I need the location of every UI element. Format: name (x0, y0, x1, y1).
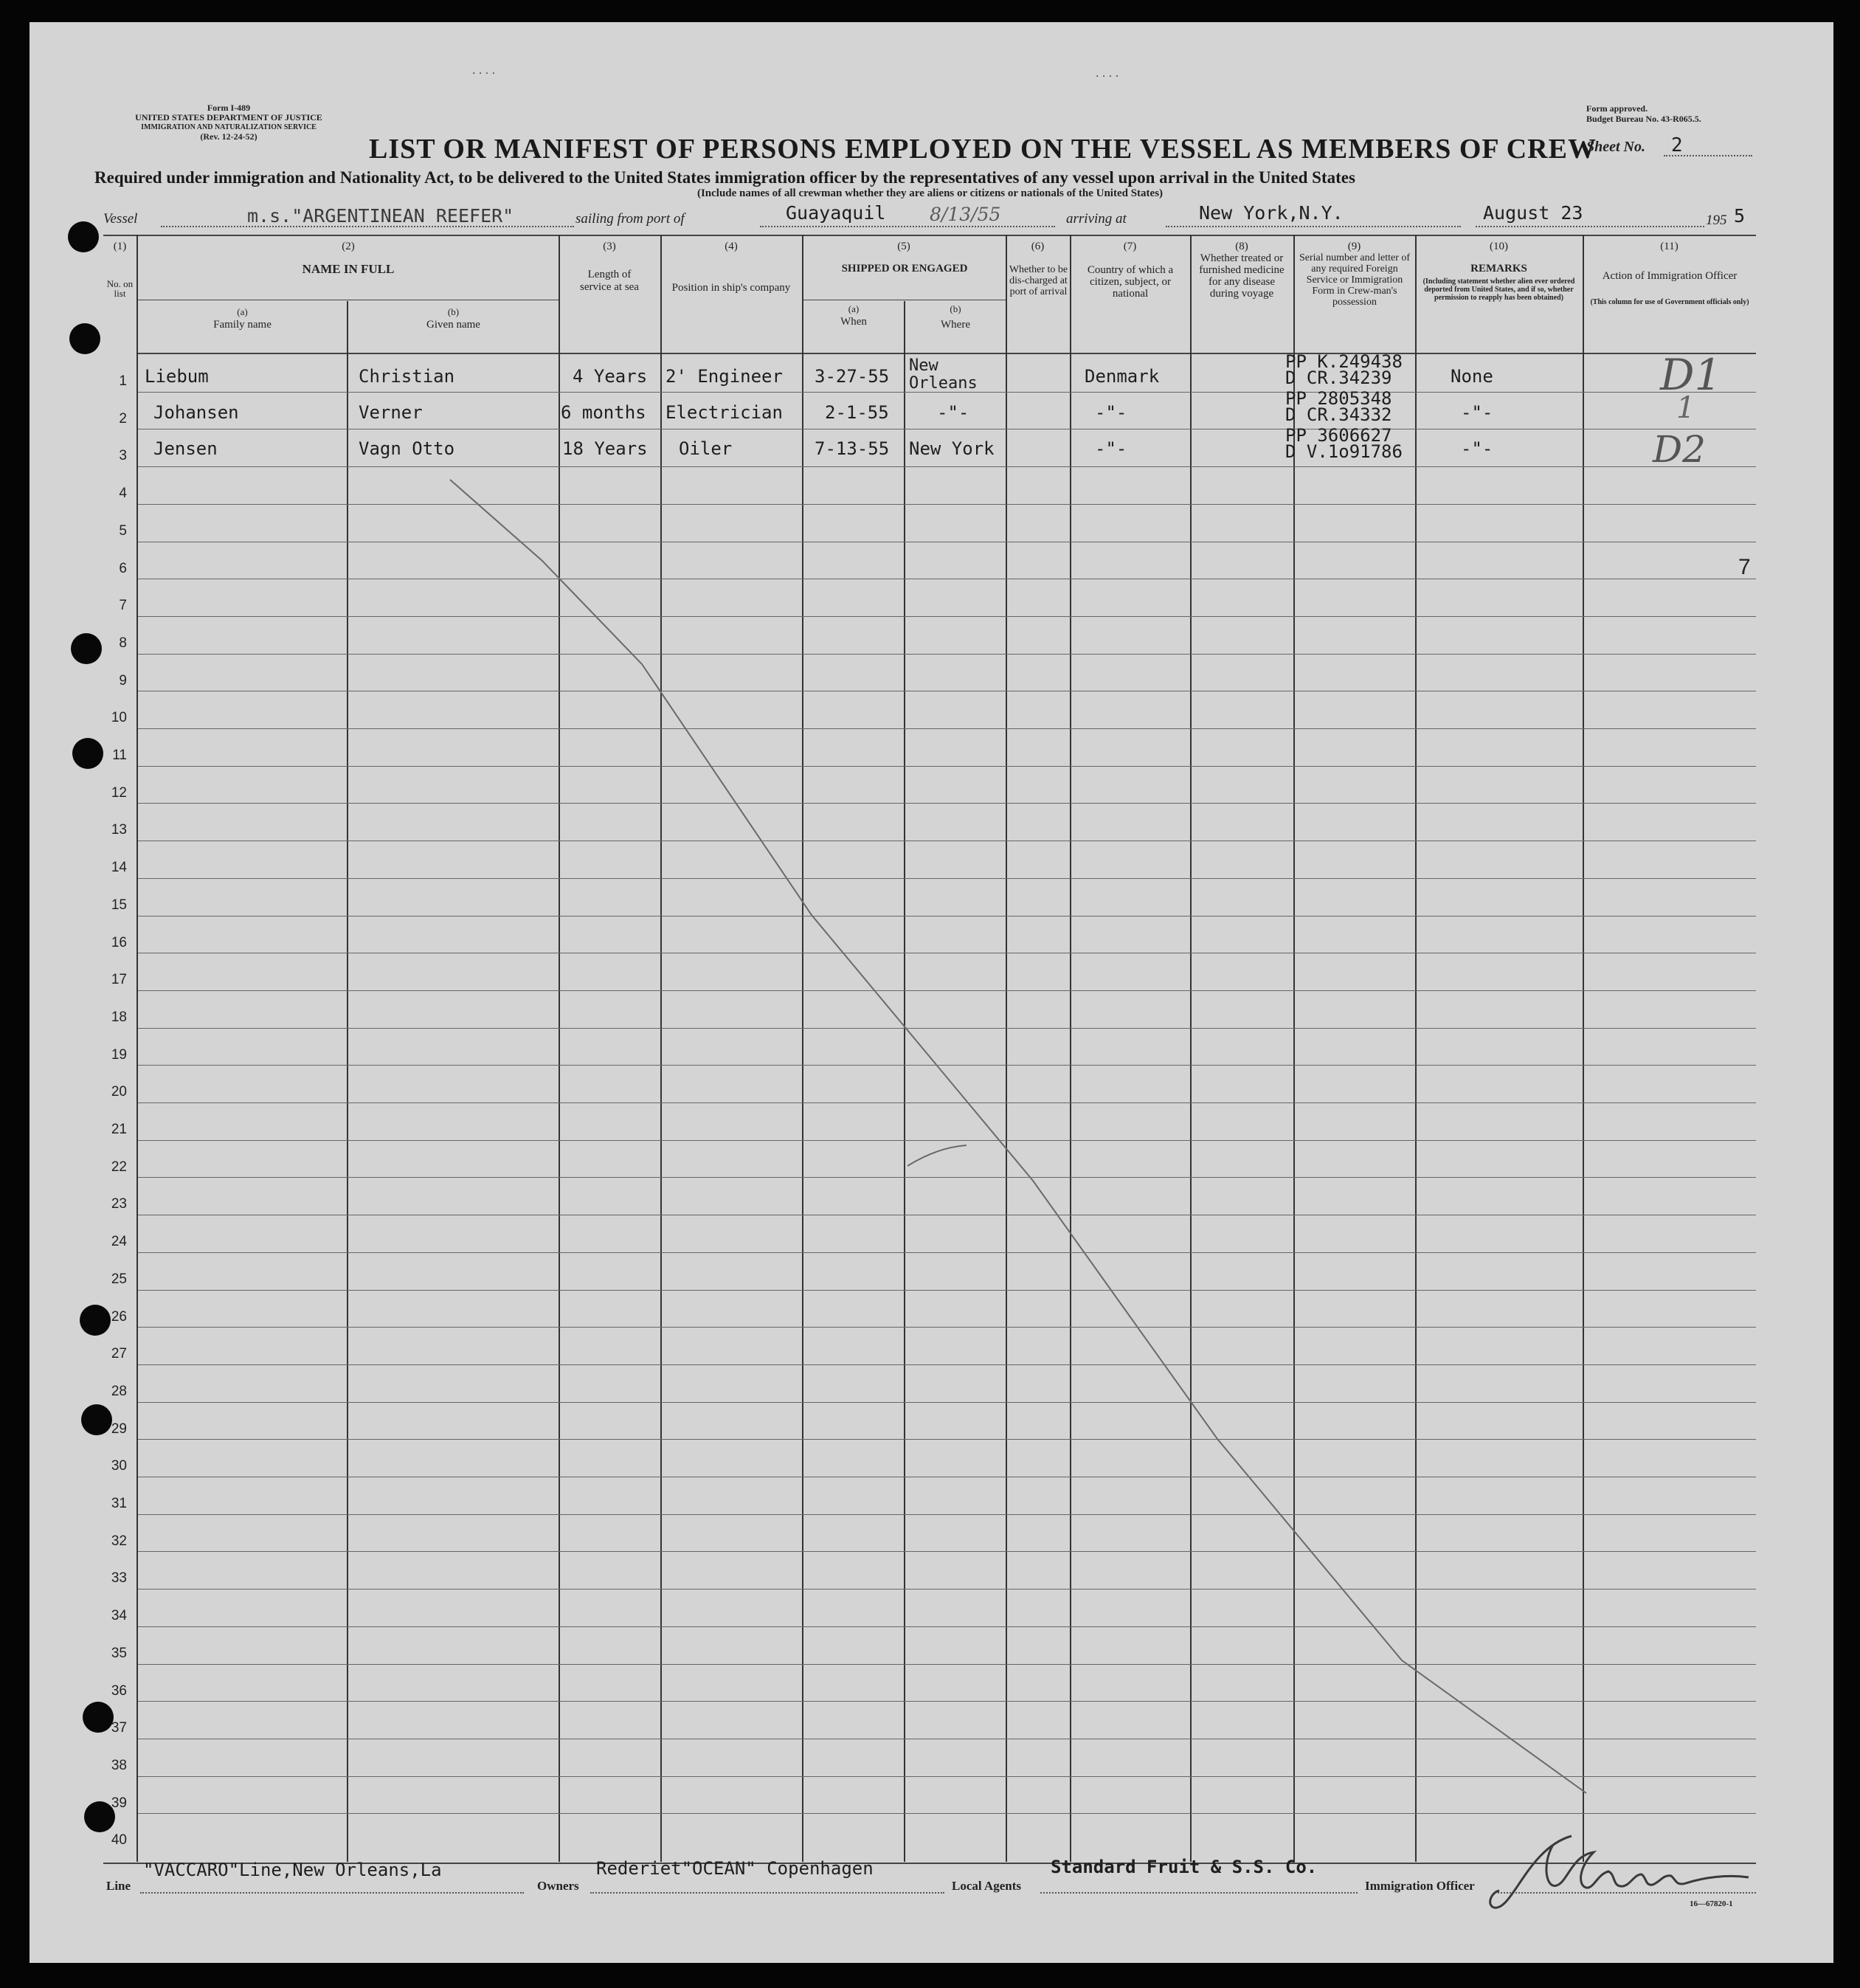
col2a-heading: Family name (213, 319, 272, 331)
row-number: 28 (111, 1384, 127, 1399)
sailing-port: Guayaquil (786, 202, 886, 224)
row3-position: Oiler (679, 438, 733, 459)
col9-number: (9) (1347, 241, 1361, 252)
line-underline (140, 1892, 524, 1894)
row2-when: 2-1-55 (825, 402, 889, 423)
scan-speck: · · · · (1096, 71, 1119, 83)
col1-number: (1) (113, 241, 127, 252)
row-number: 20 (111, 1084, 127, 1100)
arriving-label: arriving at (1066, 211, 1127, 227)
row1-remarks: None (1451, 366, 1493, 387)
row2-service: 6 months (561, 402, 646, 423)
arrival-date: August 23 (1483, 202, 1583, 224)
row-number: 25 (111, 1271, 127, 1287)
row-number: 10 (111, 710, 127, 725)
row3-remarks: -"- (1461, 438, 1493, 459)
row-number: 26 (111, 1309, 127, 1325)
row2-remarks: -"- (1461, 402, 1493, 423)
row-number: 23 (111, 1196, 127, 1212)
row-number: 36 (111, 1683, 127, 1699)
col7-number: (7) (1123, 241, 1137, 252)
col2-number: (2) (342, 241, 355, 252)
row2-officer-action: 1 (1676, 391, 1695, 425)
row2-serial-pp: PP 2805348 (1285, 388, 1392, 409)
row-number: 39 (111, 1795, 127, 1811)
row2-position: Electrician (665, 402, 783, 423)
approval-line: Form approved. (1586, 103, 1648, 114)
row1-when: 3-27-55 (815, 366, 890, 387)
col10-heading: REMARKS (1470, 263, 1527, 275)
row2-family-name: Johansen (153, 402, 239, 423)
col5b-heading: Where (941, 319, 970, 331)
row3-officer-action: D2 (1653, 428, 1706, 471)
margin-mark: 7 (1738, 555, 1751, 579)
row-number: 17 (111, 972, 127, 987)
row1-serial-d: D CR.34239 (1285, 367, 1392, 388)
row1-given-name: Christian (359, 366, 455, 387)
row-number: 32 (111, 1533, 127, 1549)
col8-heading: Whether treated or furnished medicine for any disease during voyage (1199, 252, 1285, 300)
row-number: 5 (119, 523, 127, 539)
row-number: 33 (111, 1570, 127, 1586)
line-label: Line (106, 1879, 131, 1893)
row1-where: New Orleans (909, 356, 978, 393)
row3-family-name: Jensen (153, 438, 218, 459)
row-number: 21 (111, 1122, 127, 1137)
row-number: 14 (111, 860, 127, 875)
col3-heading: Length of service at sea (580, 269, 639, 293)
form-number: Form I-489 (207, 103, 251, 113)
col4-heading: Position in ship's company (671, 282, 791, 294)
row1-serial-pp: PP K.249438 (1285, 351, 1403, 372)
col5-heading: SHIPPED OR ENGAGED (841, 263, 968, 275)
local-agents-label: Local Agents (952, 1879, 1021, 1893)
sheet-number: 2 (1671, 134, 1683, 156)
col2-heading: NAME IN FULL (302, 262, 395, 276)
row-number: 12 (111, 785, 127, 801)
row-number: 1 (119, 373, 127, 389)
col9-heading: Serial number and letter of any required Foreign Service or Immigration Form in Crew-man's possession (1299, 252, 1411, 308)
year-prefix: 195 (1706, 213, 1727, 228)
row-number: 16 (111, 935, 127, 950)
shipping-line: "VACCARO"Line,New Orleans,La (143, 1860, 442, 1880)
row-number: 34 (111, 1608, 127, 1623)
owners-underline (590, 1892, 944, 1894)
col6-heading: Whether to be dis-charged at port of arrival (1009, 264, 1068, 297)
col3-number: (3) (603, 241, 616, 252)
row2-serial-d: D CR.34332 (1285, 404, 1392, 425)
row-number: 40 (111, 1832, 127, 1848)
scan-speck: · · · · (472, 68, 496, 80)
owners: Rederiet"OCEAN" Copenhagen (596, 1858, 874, 1879)
row1-officer-action: D1 (1660, 350, 1722, 400)
immigration-officer-label: Immigration Officer (1365, 1879, 1475, 1893)
col4-number: (4) (725, 241, 738, 252)
subtitle: Required under immigration and Nationality Act, to be delivered to the United States immigration officer by the representatives of any vessel upon arrival in the United States (94, 168, 1355, 187)
page-title: LIST OR MANIFEST OF PERSONS EMPLOYED ON THE VESSEL AS MEMBERS OF CREW (369, 134, 1597, 165)
row2-given-name: Verner (359, 402, 423, 423)
col6-number: (6) (1031, 241, 1045, 252)
row-number: 22 (111, 1159, 127, 1175)
crew-note: (Include names of all crewman whether they are aliens or citizens or nationals of the United States) (696, 187, 1164, 199)
row-number: 11 (112, 748, 127, 763)
col10-number: (10) (1490, 241, 1508, 252)
row-number: 9 (119, 673, 127, 688)
row-number: 31 (111, 1496, 127, 1511)
col5b-letter: (b) (950, 303, 961, 314)
col2b-letter: (b) (447, 306, 460, 317)
row3-serial-d: D V.1o91786 (1285, 441, 1403, 462)
vessel-name: m.s."ARGENTINEAN REEFER" (247, 205, 514, 227)
row1-position: 2' Engineer (665, 366, 783, 387)
row2-where: -"- (937, 402, 969, 423)
revision: (Rev. 12-24-52) (200, 131, 257, 142)
service: IMMIGRATION AND NATURALIZATION SERVICE (141, 123, 317, 131)
row3-when: 7-13-55 (815, 438, 890, 459)
row3-country: -"- (1095, 438, 1127, 459)
row-number: 27 (111, 1346, 127, 1361)
col2a-letter: (a) (237, 306, 248, 317)
arrival-port: New York,N.Y. (1199, 202, 1344, 224)
year-suffix: 5 (1734, 205, 1746, 227)
row-number: 2 (119, 411, 127, 427)
row-number: 29 (111, 1421, 127, 1437)
port-label: sailing from port of (575, 211, 685, 227)
col11-number: (11) (1660, 241, 1679, 252)
row-number: 6 (119, 561, 127, 576)
col11-heading: Action of Immigration Officer (1602, 270, 1738, 282)
row-number: 8 (119, 635, 127, 651)
row-number: 4 (119, 486, 127, 501)
row1-service: 4 Years (573, 366, 648, 387)
row-number: 18 (111, 1009, 127, 1025)
row1-country: Denmark (1085, 366, 1160, 387)
row-number: 38 (111, 1758, 127, 1773)
row3-where: New York (909, 438, 995, 459)
row-number: 37 (111, 1720, 127, 1736)
col10-subheading: (Including statement whether alien ever ordered deported from United States, and if so, whether permission to reapply has been obtained) (1422, 277, 1575, 302)
row2-country: -"- (1095, 402, 1127, 423)
budget-bureau-number: Budget Bureau No. 43-R065.5. (1586, 114, 1701, 124)
row-number: 35 (111, 1646, 127, 1661)
col8-number: (8) (1235, 241, 1248, 252)
col2b-heading: Given name (426, 319, 480, 331)
row-number: 24 (111, 1234, 127, 1249)
row-number: 30 (111, 1458, 127, 1474)
department: UNITED STATES DEPARTMENT OF JUSTICE (135, 112, 322, 122)
row3-given-name: Vagn Otto (359, 438, 455, 459)
row-number: 15 (111, 897, 127, 913)
row3-service: 18 Years (562, 438, 648, 459)
row-number: 19 (111, 1047, 127, 1063)
col11-subheading: (This column for use of Government officials only) (1590, 298, 1749, 306)
row-number: 3 (119, 448, 127, 463)
row1-family-name: Liebum (145, 366, 209, 387)
local-agents: Standard Fruit & S.S. Co. (1051, 1857, 1318, 1877)
print-code: 16—67820-1 (1690, 1899, 1733, 1908)
col1-heading: No. on list (106, 278, 134, 299)
sheet-label: Sheet No. (1586, 139, 1645, 155)
row-number: 13 (111, 822, 127, 838)
col5-number: (5) (897, 241, 910, 252)
owners-label: Owners (537, 1879, 579, 1893)
col7-heading: Country of which a citizen, subject, or national (1087, 264, 1174, 300)
agents-underline (1040, 1892, 1358, 1894)
sailing-date: 8/13/55 (930, 204, 1001, 225)
col5a-heading: When (840, 316, 867, 328)
row-number: 7 (119, 598, 127, 613)
row3-serial-pp: PP 3606627 (1285, 425, 1392, 446)
col5a-letter: (a) (848, 303, 860, 314)
vessel-label: Vessel (103, 211, 138, 227)
